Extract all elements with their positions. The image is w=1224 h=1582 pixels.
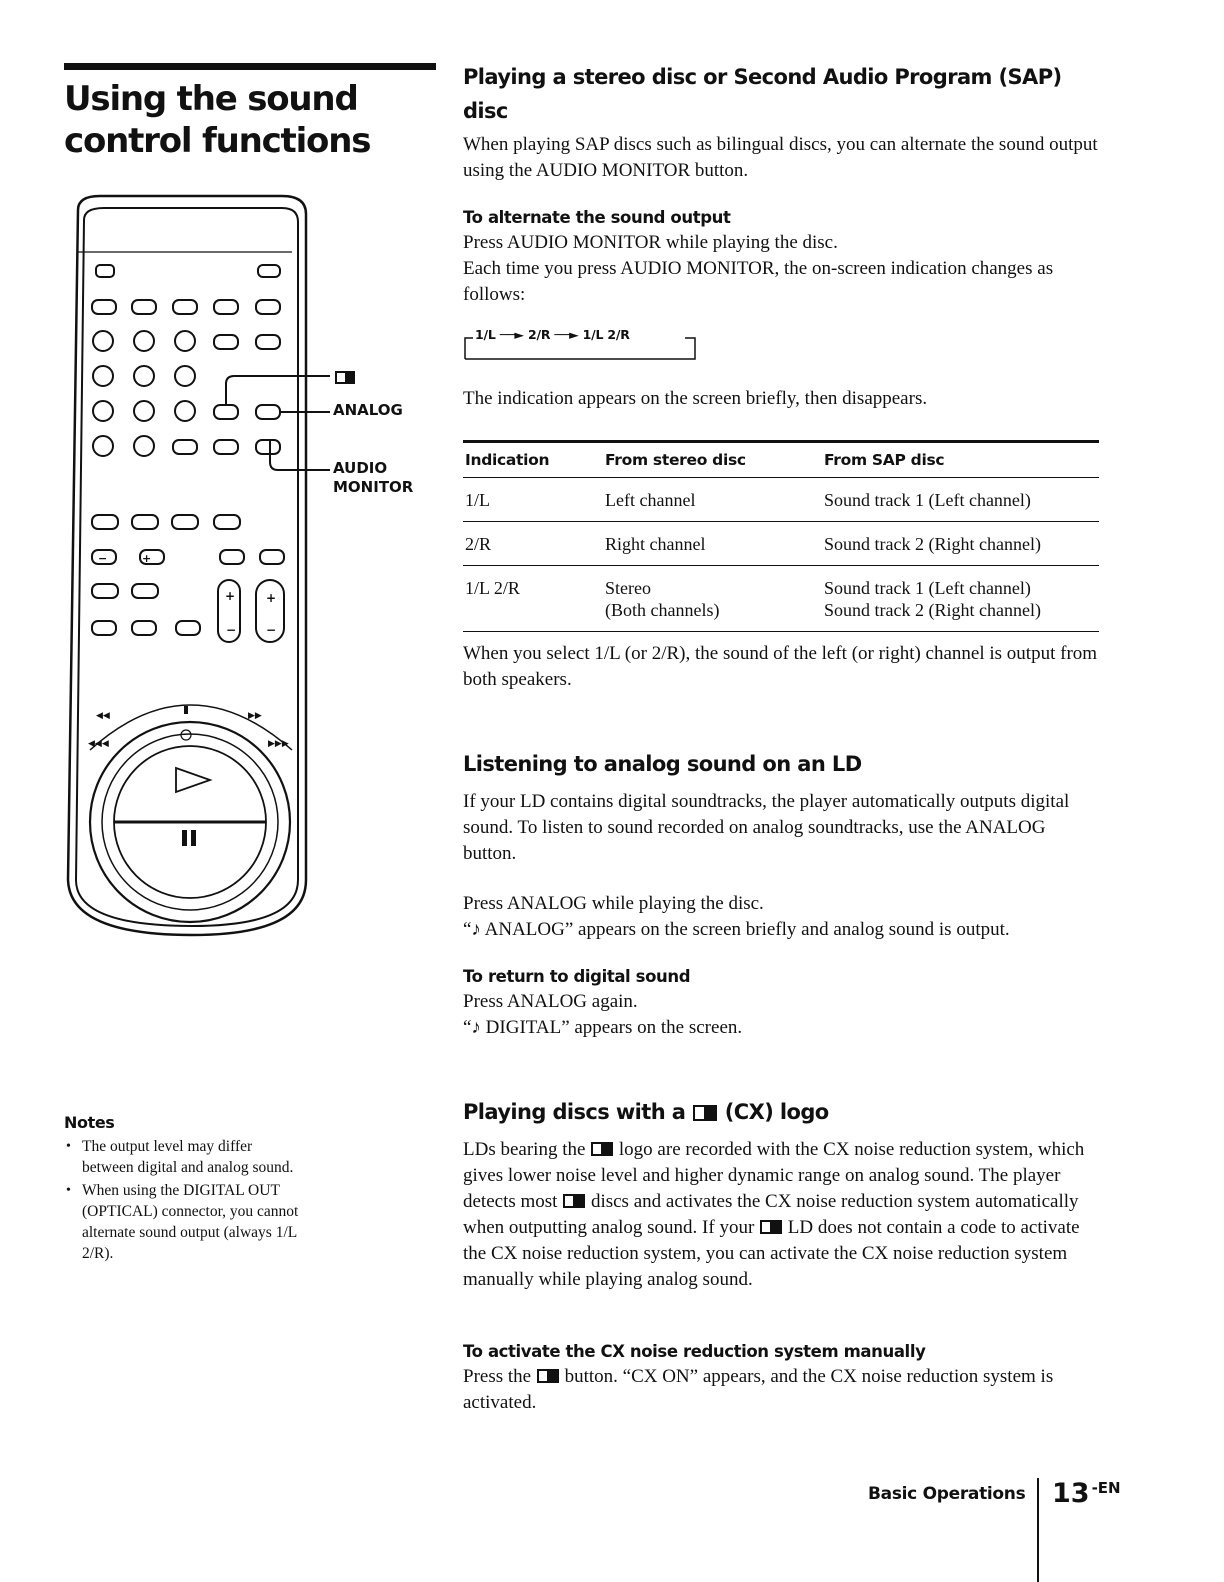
page-title: Using the sound control functions — [64, 79, 371, 161]
sap-cell: Sound track 2 (Right channel) — [824, 534, 1041, 554]
note-item: • The output level may differ between digital and analog sound. — [64, 1136, 304, 1178]
stereo-cell: Left channel — [605, 490, 696, 510]
sap-subheading: To alternate the sound output — [463, 208, 731, 227]
cx-paragraph-c: discs and activates the CX noise reduction system automatically when outputting analog sound. If your — [463, 1191, 1079, 1238]
page-number-value: 13 — [1052, 1478, 1090, 1509]
svg-text:+: + — [266, 591, 277, 605]
stereo-cell-line: (Both channels) — [605, 600, 720, 620]
stereo-cell-line: Stereo — [605, 578, 651, 598]
analog-intro: If your LD contains digital soundtracks, the player automatically outputs digital sound. To listen to sound recorded on analog soundtracks, use the ANALOG button. — [463, 791, 1070, 864]
sap-intro: When playing SAP discs such as bilingual discs, you can alternate the sound output using the AUDIO MONITOR button. — [463, 134, 1098, 181]
section-label: Basic Operations — [868, 1484, 1026, 1504]
cx-logo-icon — [591, 1142, 613, 1156]
stereo-cell: Right channel — [605, 534, 706, 554]
audio-monitor-label — [333, 459, 413, 497]
table-row — [463, 566, 1099, 632]
indication-table — [463, 440, 1099, 632]
cx-logo-icon — [537, 1369, 559, 1383]
svg-text:+: + — [225, 589, 236, 603]
cx-paragraph-a: LDs bearing the — [463, 1139, 586, 1160]
indication-sequence — [463, 325, 713, 361]
indication-cell: 2/R — [465, 534, 492, 554]
page-number — [1052, 1478, 1121, 1509]
sap-heading: Playing a stereo disc or Second Audio Program (SAP) disc — [463, 65, 1062, 123]
analog-subheading: To return to digital sound — [463, 967, 691, 986]
audio-monitor-label-line1: AUDIO — [333, 459, 388, 477]
cx-paragraph-d: LD does not contain a code to activate the CX noise reduction system, you can activate the CX noise reduction system manually while playing analog sound. — [463, 1217, 1080, 1290]
svg-text:−: − — [98, 552, 108, 565]
sequence-text: 1/L ──► 2/R ──► 1/L 2/R — [475, 327, 630, 342]
notes-heading: Notes — [64, 1113, 115, 1132]
sap-step-2: Each time you press AUDIO MONITOR, the on-screen indication changes as follows: — [463, 258, 1054, 305]
footer-divider — [1037, 1478, 1039, 1582]
cx-paragraph — [463, 1137, 1103, 1293]
svg-text:−: − — [226, 623, 237, 637]
svg-text:▶▶▶: ▶▶▶ — [268, 739, 289, 749]
analog-step-1: Press ANALOG while playing the disc. — [463, 893, 764, 914]
svg-text:−: − — [266, 623, 277, 637]
analog-step-3: Press ANALOG again. — [463, 991, 638, 1012]
remote-illustration — [60, 190, 420, 950]
table-row — [463, 522, 1099, 566]
table-header: From SAP disc — [824, 451, 945, 469]
svg-text:◀◀: ◀◀ — [96, 711, 110, 721]
table-row — [463, 478, 1099, 522]
sap-cell-line: Sound track 2 (Right channel) — [824, 600, 1041, 620]
cx-logo-icon — [693, 1105, 717, 1121]
cx-heading — [463, 1095, 1103, 1129]
page-number-suffix: -EN — [1091, 1479, 1121, 1497]
indication-cell: 1/L 2/R — [465, 578, 520, 598]
title-rule — [64, 63, 436, 70]
svg-text:+: + — [142, 552, 152, 565]
sap-step-1: Press AUDIO MONITOR while playing the disc. — [463, 232, 838, 253]
audio-monitor-label-line2: MONITOR — [333, 478, 414, 496]
cx-heading-post: (CX) logo — [724, 1100, 829, 1124]
table-header: Indication — [465, 451, 550, 469]
sap-cell-line: Sound track 1 (Left channel) — [824, 578, 1031, 598]
analog-heading: Listening to analog sound on an LD — [463, 752, 862, 776]
table-header-row — [463, 442, 1099, 478]
cx-paragraph-b: logo are recorded with the CX noise reduction system, which gives lower noise level and higher dynamic range on analog sound. The player detects most — [463, 1139, 1085, 1212]
sap-cell — [822, 566, 1099, 632]
analog-step-2: “♪ ANALOG” appears on the screen briefly and analog sound is output. — [463, 919, 1010, 940]
cx-paragraph-2b: button. “CX ON” appears, and the CX noise reduction system is activated. — [463, 1366, 1054, 1413]
remote-control-drawing — [60, 190, 420, 950]
notes-box — [64, 1113, 304, 1266]
indication-cell: 1/L — [465, 490, 490, 510]
sap-after-sequence: The indication appears on the screen briefly, then disappears. — [463, 388, 928, 409]
analog-step-4: “♪ DIGITAL” appears on the screen. — [463, 1017, 743, 1038]
analog-label: ANALOG — [333, 401, 403, 419]
cx-logo-icon — [760, 1220, 782, 1234]
svg-text:▶▶: ▶▶ — [248, 711, 262, 721]
note-item: • When using the DIGITAL OUT (OPTICAL) connector, you cannot alternate sound output (always 1/L 2/R). — [64, 1180, 304, 1264]
cx-logo-icon — [563, 1194, 585, 1208]
svg-text:◀◀◀: ◀◀◀ — [88, 739, 109, 749]
stereo-cell — [603, 566, 822, 632]
table-header: From stereo disc — [605, 451, 746, 469]
cx-subheading: To activate the CX noise reduction system manually — [463, 1342, 926, 1361]
notes-list — [64, 1136, 304, 1264]
cx-paragraph-2 — [463, 1364, 1103, 1416]
cx-paragraph-2a: Press the — [463, 1366, 532, 1387]
sap-cell: Sound track 1 (Left channel) — [824, 490, 1031, 510]
sap-after-table: When you select 1/L (or 2/R), the sound of the left (or right) channel is output from both speakers. — [463, 643, 1098, 690]
cx-heading-pre: Playing discs with a — [463, 1100, 686, 1124]
